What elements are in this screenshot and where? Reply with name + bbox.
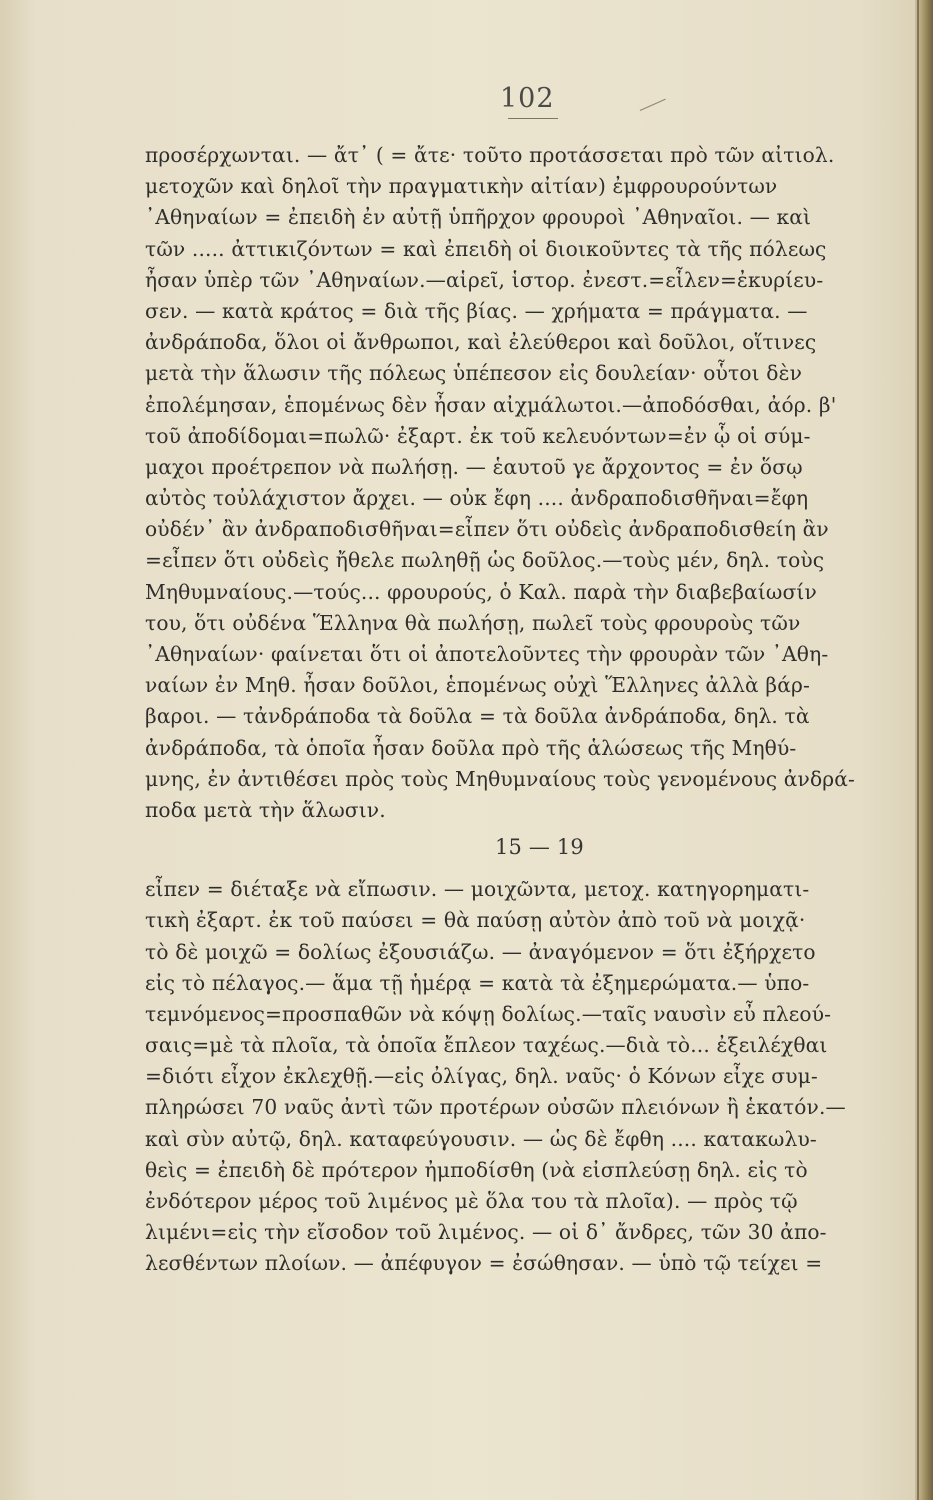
text-line: =εἶπεν ὅτι οὐδεὶς ἤθελε πωληθῇ ὡς δοῦλος.—τοὺς μέν, δηλ. τοὺς xyxy=(145,548,825,573)
binding-line xyxy=(917,0,919,1500)
page-number: 102 xyxy=(500,83,555,114)
commentary-text xyxy=(145,140,905,1280)
text-line: τεμνόμενος=προσπαθῶν νὰ κόψῃ δολίως.—ταῖς ναυσὶν εὖ πλεού- xyxy=(145,1001,832,1026)
text-line: σεν. — κατὰ κράτος = διὰ τῆς βίας. — χρήματα = πράγματα. — xyxy=(145,298,808,323)
text-line: μετοχῶν καὶ δηλοῖ τὴν πραγματικὴν αἰτίαν) ἐμφρουρούντων xyxy=(145,174,778,199)
text-line: λιμένι=εἰς τὴν εἴσοδον τοῦ λιμένος. — οἱ δ᾽ ἄνδρες, τῶν 30 ἀπο- xyxy=(145,1220,827,1245)
text-line: ᾽Αθηναίων = ἐπειδὴ ἐν αὐτῇ ὑπῆρχον φρουροὶ ᾽Αθηναῖοι. — καὶ xyxy=(145,205,812,230)
text-line: ἐπολέμησαν, ἑπομένως δὲν ἦσαν αἰχμάλωτοι.—ἀποδόσθαι, ἀόρ. β' xyxy=(145,392,837,417)
text-line: θεὶς = ἐπειδὴ δὲ πρότερον ἠμποδίσθη (νὰ εἰσπλεύσῃ δηλ. εἰς τὸ xyxy=(145,1157,808,1182)
text-line: βαροι. — τἀνδράποδα τὰ δοῦλα = τὰ δοῦλα ἀνδράποδα, δηλ. τὰ xyxy=(145,704,810,729)
text-line: ᾽Αθηναίων· φαίνεται ὅτι οἱ ἀποτελοῦντες τὴν φρουρὰν τῶν ᾽Αθη- xyxy=(145,642,829,666)
text-line: ἀνδράποδα, ὅλοι οἱ ἄνθρωποι, καὶ ἐλεύθεροι καὶ δοῦλοι, οἵτινες xyxy=(145,330,817,355)
page-number-underline xyxy=(508,118,558,119)
text-line: ναίων ἐν Μηθ. ἦσαν δοῦλοι, ἑπομένως οὐχὶ Ἕλληνες ἀλλὰ βάρ- xyxy=(145,673,810,698)
page-corner-mark xyxy=(640,99,666,111)
text-line: Μηθυμναίους.—τούς... φρουρούς, ὁ Καλ. παρὰ τὴν διαβεβαίωσίν xyxy=(145,579,817,604)
text-line: εἰς τὸ πέλαγος.— ἅμα τῇ ἡμέρᾳ = κατὰ τὰ ἐξημερώματα.— ὑπο- xyxy=(145,970,810,995)
text-line: μαχοι προέτρεπον νὰ πωλήσῃ. — ἑαυτοῦ γε ἄρχοντος = ἐν ὅσῳ xyxy=(145,454,803,479)
text-line: ἀνδράποδα, τὰ ὁποῖα ἦσαν δοῦλα πρὸ τῆς ἁλώσεως τῆς Μηθύ- xyxy=(145,735,797,760)
text-line: αὐτὸς τοὐλάχιστον ἄρχει. — οὐκ ἔφη .... ἀνδραποδισθῆναι=ἔφη xyxy=(145,486,809,511)
text-line: του, ὅτι οὐδένα Ἕλληνα θὰ πωλήσῃ, πωλεῖ τοὺς φρουροὺς τῶν xyxy=(145,610,801,635)
text-line: τικὴ ἐξαρτ. ἐκ τοῦ παύσει = θὰ παύσῃ αὐτὸν ἀπὸ τοῦ νὰ μοιχᾷ· xyxy=(145,908,806,933)
text-line: προσέρχωνται. — ἄτ᾽ ( = ἄτε· τοῦτο προτάσσεται πρὸ τῶν αἰτιολ. xyxy=(145,143,835,167)
section-heading: 15 — 19 xyxy=(495,835,584,860)
text-line: πληρώσει 70 ναῦς ἀντὶ τῶν προτέρων οὐσῶν πλειόνων ἢ ἑκατόν.— xyxy=(145,1095,846,1120)
text-line: =διότι εἶχον ἐκλεχθῇ.—εἰς ὀλίγας, δηλ. ναῦς· ὁ Κόνων εἶχε συμ- xyxy=(145,1064,818,1089)
text-line: τοῦ ἀποδίδομαι=πωλῶ· ἐξαρτ. ἐκ τοῦ κελευόντων=ἐν ᾧ οἱ σύμ- xyxy=(145,423,811,448)
text-line: ἐνδότερον μέρος τοῦ λιμένος μὲ ὅλα του τὰ πλοῖα). — πρὸς τῷ xyxy=(145,1189,798,1213)
text-line: καὶ σὺν αὐτῷ, δηλ. καταφεύγουσιν. — ὡς δὲ ἔφθη .... κατακωλυ- xyxy=(145,1126,817,1151)
text-line: ποδα μετὰ τὴν ἅλωσιν. xyxy=(145,797,386,822)
text-line: λεσθέντων πλοίων. — ἀπέφυγον = ἐσώθησαν. — ὑπὸ τῷ τείχει = xyxy=(145,1251,823,1276)
text-line: μετὰ τὴν ἅλωσιν τῆς πόλεως ὑπέπεσον εἰς δουλείαν· οὗτοι δὲν xyxy=(145,361,802,386)
text-line: οὐδέν᾽ ἂν ἀνδραποδισθῆναι=εἶπεν ὅτι οὐδεὶς ἀνδραποδισθείη ἂν xyxy=(145,517,829,542)
text-line: μνης, ἐν ἀντιθέσει πρὸς τοὺς Μηθυμναίους τοὺς γενομένους ἀνδρά- xyxy=(145,766,856,791)
text-line: τῶν ..... ἀττικιζόντων = καὶ ἐπειδὴ οἱ διοικοῦντες τὰ τῆς πόλεως xyxy=(145,236,827,261)
text-line: τὸ δὲ μοιχῶ = δολίως ἐξουσιάζω. — ἀναγόμενον = ὅτι ἐξήρχετο xyxy=(145,939,816,964)
text-line: εἶπεν = διέταξε νὰ εἴπωσιν. — μοιχῶντα, μετοχ. κατηγορηματι- xyxy=(145,877,810,902)
text-line: ἦσαν ὑπὲρ τῶν ᾽Αθηναίων.—αἱρεῖ, ἱστορ. ἐνεστ.=εἷλεν=ἐκυρίευ- xyxy=(145,267,824,292)
text-line: σαις=μὲ τὰ πλοῖα, τὰ ὁποῖα ἔπλεον ταχέως.—διὰ τὸ... ἐξειλέχθαι xyxy=(145,1033,828,1058)
